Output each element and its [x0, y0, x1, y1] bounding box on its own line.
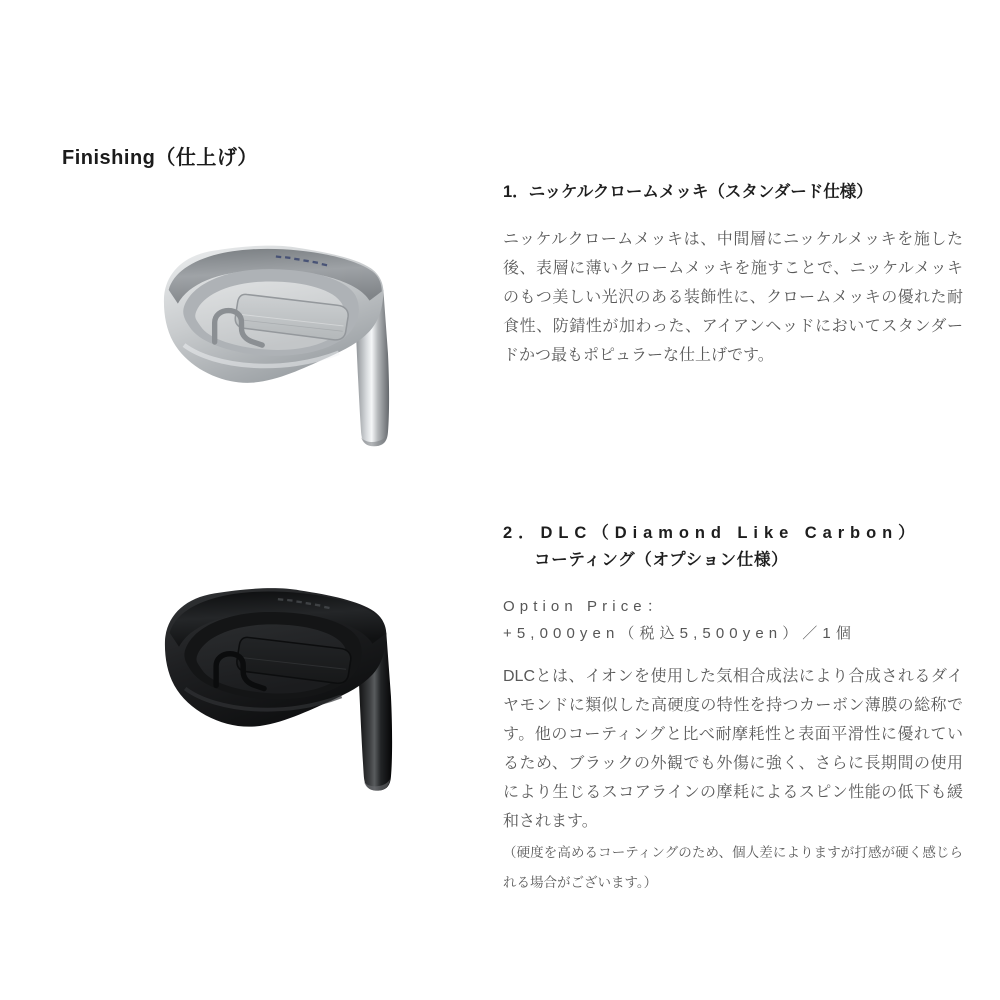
iron-head-chrome-image — [161, 245, 391, 449]
section1-heading: 1．ニッケルクロームメッキ（スタンダード仕様） — [503, 183, 873, 201]
section2-heading-line2: コーティング（オプション仕様） — [534, 551, 789, 569]
option-price-label: Option Price： — [503, 598, 667, 615]
section-nickel-chrome — [503, 179, 963, 370]
section2-body: DLCとは、イオンを使用した気相合成法により合成されるダイヤモンドに類似した高硬度の特性を持つカーボン薄膜の総称です。他のコーティングと比べ耐摩耗性と表面平滑性に優れているため、ブラックの外観でも外傷に強く、さらに長期間の使用により生じるスコアラインの摩耗によるスピン性能の低下も緩和されます。 — [503, 668, 963, 830]
option-price-value: +5,000yen（税込5,500yen）／1個 — [503, 625, 856, 642]
section2-note: （硬度を高めるコーティングのため、個人差によりますが打感が硬く感じられる場合がございます。） — [503, 845, 963, 890]
section1-body: ニッケルクロームメッキは、中間層にニッケルメッキを施した後、表層に薄いクロームメッキを施すことで、ニッケルメッキのもつ美しい光沢のある装飾性に、クロームメッキの優れた耐食性、防錆性が加わった、アイアンヘッドにおいてスタンダードかつ最もポピュラーな仕上げです。 — [503, 231, 963, 364]
section2-heading — [503, 520, 963, 574]
section2-heading-line1: 2．DLC（Diamond Like Carbon） — [503, 524, 921, 542]
page-title: Finishing（仕上げ） — [62, 147, 258, 169]
iron-head-black-image — [160, 588, 396, 793]
section-dlc-coating — [503, 520, 963, 898]
option-price — [503, 593, 963, 647]
